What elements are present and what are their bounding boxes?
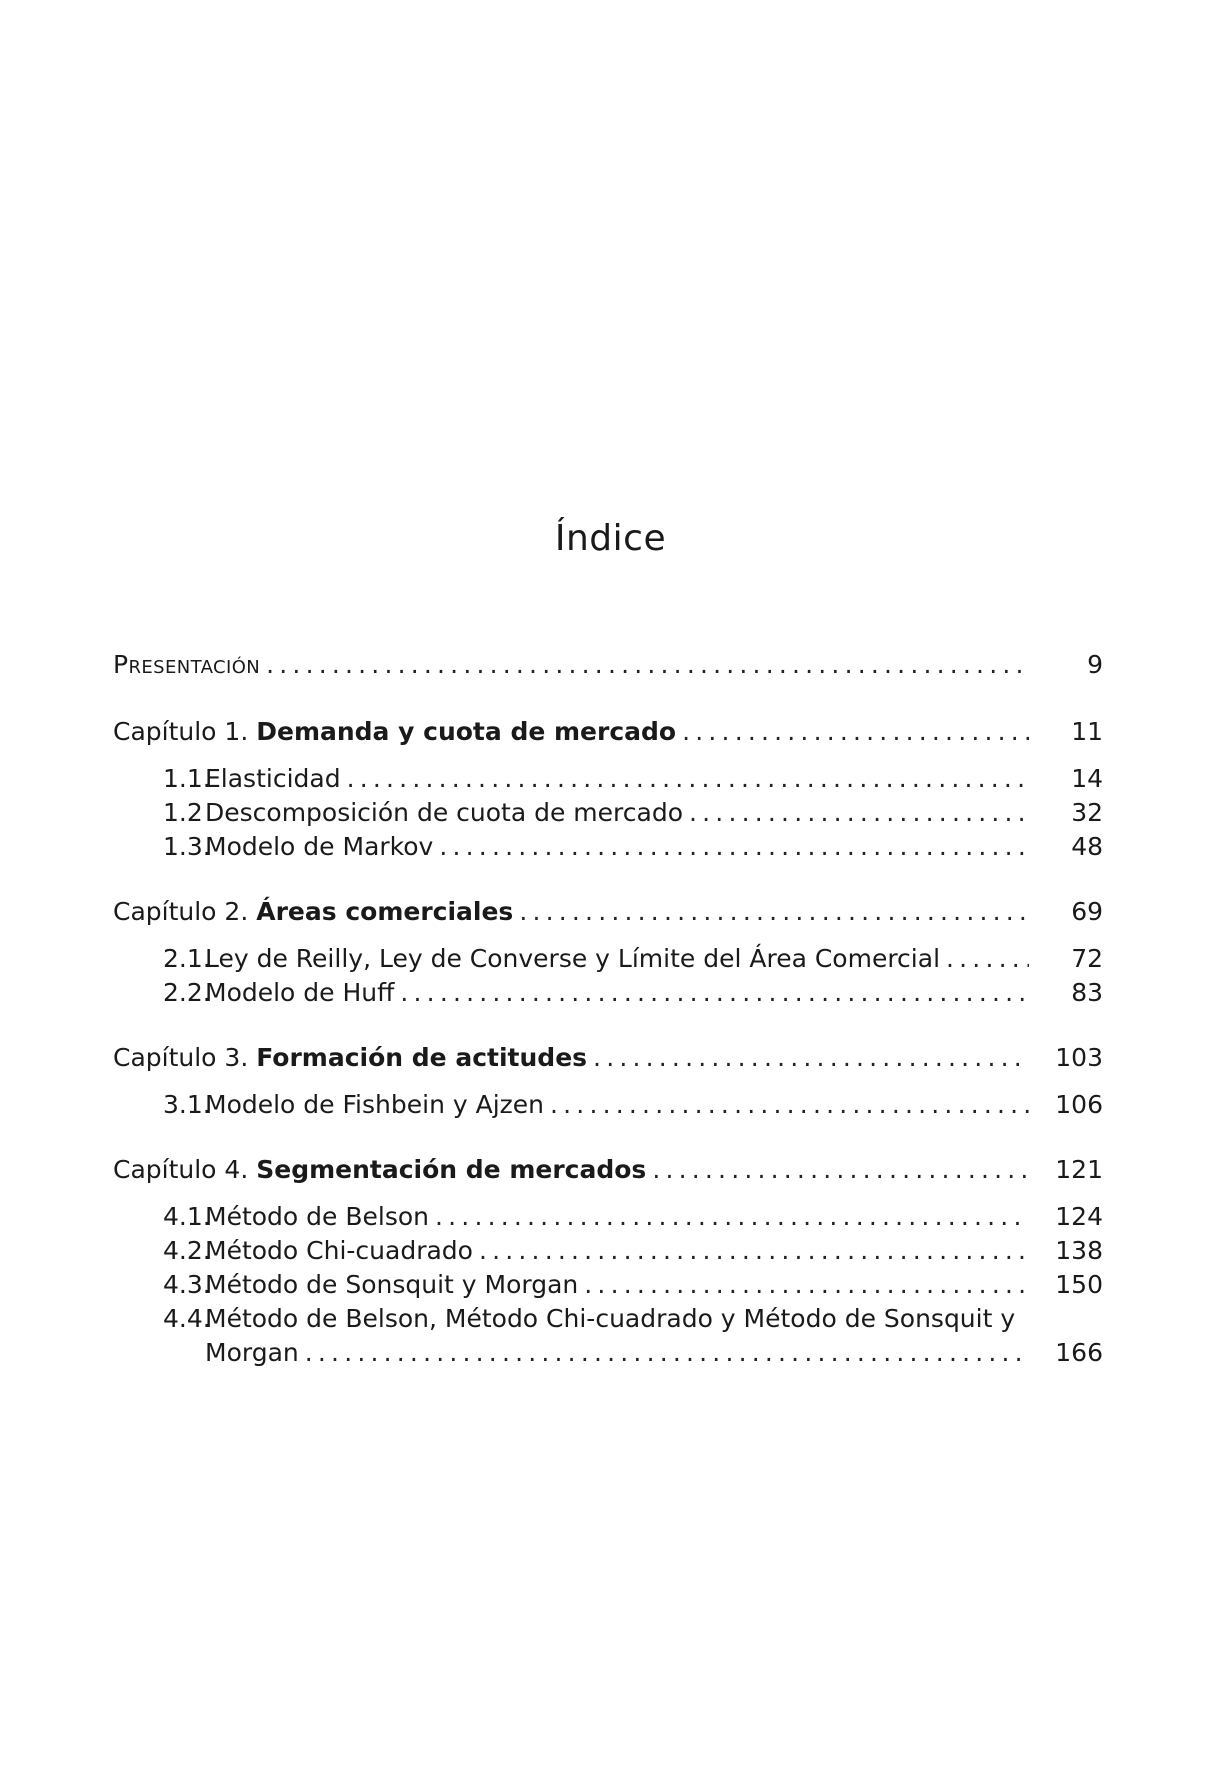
toc-chapter-4[interactable] <box>113 1153 1103 1187</box>
toc-page-number: 11 <box>1071 717 1103 746</box>
dot-leader <box>479 1234 1029 1268</box>
toc-chapter-3[interactable] <box>113 1041 1103 1075</box>
section-number: 3.1. <box>163 1090 211 1119</box>
toc-label: Descomposición de cuota de mercado <box>205 798 684 827</box>
dot-leader <box>439 830 1029 864</box>
chapter-title: Demanda y cuota de mercado <box>256 717 677 746</box>
toc-label: Modelo de Huff <box>205 978 395 1007</box>
section-number: 4.1. <box>163 1202 211 1231</box>
section-number: 2.2. <box>163 978 211 1007</box>
toc-page-number: 124 <box>1055 1202 1103 1231</box>
dot-leader <box>550 1088 1029 1122</box>
toc-label-line-2: Morgan <box>205 1338 299 1367</box>
table-of-contents <box>113 648 1103 1370</box>
toc-page-number: 48 <box>1071 832 1103 861</box>
toc-section-3-1[interactable] <box>113 1088 1103 1122</box>
toc-chapter-1[interactable] <box>113 715 1103 749</box>
toc-section-2-1[interactable] <box>113 942 1103 976</box>
dot-leader <box>266 648 1029 682</box>
section-number: 1.3. <box>163 832 211 861</box>
toc-page-number: 106 <box>1055 1090 1103 1119</box>
toc-chapter-heading <box>113 1153 646 1187</box>
toc-label-line-1: Método de Belson, Método Chi-cuadrado y Método de Sonsquit y <box>205 1304 1016 1333</box>
toc-page-number: 14 <box>1071 764 1103 793</box>
chapter-prefix: Capítulo 1. <box>113 717 249 746</box>
toc-page-number: 103 <box>1055 1043 1103 1072</box>
toc-label: Método Chi-cuadrado <box>205 1236 473 1265</box>
toc-section-2-2[interactable] <box>113 976 1103 1010</box>
toc-chapter-heading <box>113 715 676 749</box>
toc-page-number: 166 <box>1055 1338 1103 1367</box>
chapter-title: Formación de actitudes <box>256 1043 588 1072</box>
toc-label: Modelo de Fishbein y Ajzen <box>205 1090 545 1119</box>
section-number: 4.2. <box>163 1236 211 1265</box>
toc-chapter-heading <box>113 1041 587 1075</box>
section-number: 1.1. <box>163 764 211 793</box>
dot-leader <box>435 1200 1029 1234</box>
toc-page-number: 69 <box>1071 897 1103 926</box>
section-number: 2.1. <box>163 944 211 973</box>
dot-leader <box>946 942 1029 976</box>
dot-leader <box>519 895 1029 929</box>
toc-page-number: 150 <box>1055 1270 1103 1299</box>
section-number: 4.3. <box>163 1270 211 1299</box>
toc-section-1-2[interactable] <box>113 796 1103 830</box>
toc-section-4-2[interactable] <box>113 1234 1103 1268</box>
chapter-prefix: Capítulo 2. <box>113 897 249 926</box>
section-number: 4.4. <box>163 1304 211 1333</box>
chapter-prefix: Capítulo 3. <box>113 1043 249 1072</box>
toc-section-4-4-continued[interactable] <box>113 1336 1103 1370</box>
toc-chapter-heading <box>113 895 513 929</box>
dot-leader <box>593 1041 1029 1075</box>
toc-label: Ley de Reilly, Ley de Converse y Límite del Área Comercial <box>205 944 941 973</box>
dot-leader <box>400 976 1029 1010</box>
toc-section-1-1[interactable] <box>113 762 1103 796</box>
toc-label: Elasticidad <box>205 764 341 793</box>
toc-section-4-1[interactable] <box>113 1200 1103 1234</box>
toc-page-number: 9 <box>1087 650 1103 679</box>
dot-leader <box>305 1336 1029 1370</box>
toc-page-number: 32 <box>1071 798 1103 827</box>
toc-label: Método de Belson <box>205 1202 429 1231</box>
chapter-title: Segmentación de mercados <box>256 1155 647 1184</box>
toc-label: Método de Sonsquit y Morgan <box>205 1270 579 1299</box>
dot-leader <box>347 762 1029 796</box>
toc-label: Modelo de Markov <box>205 832 434 861</box>
dot-leader <box>682 715 1029 749</box>
chapter-title: Áreas comerciales <box>256 897 514 926</box>
toc-page-number: 121 <box>1055 1155 1103 1184</box>
toc-page-number: 138 <box>1055 1236 1103 1265</box>
toc-entry-presentation[interactable] <box>113 648 1103 682</box>
section-number: 1.2 <box>163 798 203 827</box>
toc-section-4-4[interactable] <box>113 1302 1103 1336</box>
toc-section-1-3[interactable] <box>113 830 1103 864</box>
toc-page-number: 83 <box>1071 978 1103 1007</box>
toc-section-4-3[interactable] <box>113 1268 1103 1302</box>
dot-leader <box>689 796 1029 830</box>
chapter-prefix: Capítulo 4. <box>113 1155 249 1184</box>
toc-chapter-2[interactable] <box>113 895 1103 929</box>
toc-page-number: 72 <box>1071 944 1103 973</box>
dot-leader <box>584 1268 1029 1302</box>
page-title: Índice <box>554 518 667 560</box>
dot-leader <box>652 1153 1029 1187</box>
toc-label: Presentación <box>113 650 261 679</box>
